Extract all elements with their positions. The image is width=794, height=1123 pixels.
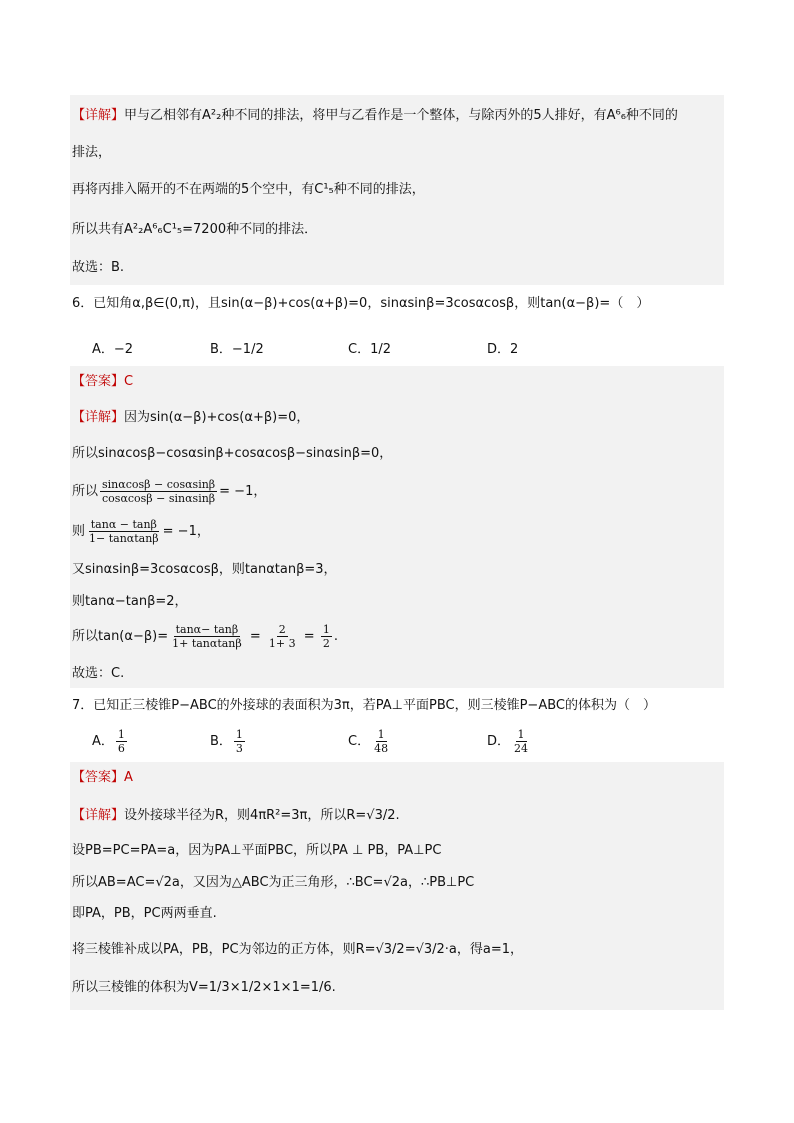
fraction: $\frac{\tan\alpha - \tan\beta}{1- \tan\alpha\tan\beta}$ xyxy=(89,518,159,545)
fraction: $\frac{\sin\alpha\cos\beta - \cos\alpha\sin\beta}{\cos\alpha\cos\beta - \sin\alpha\sin\beta}$ xyxy=(102,478,216,505)
solution-label: 【详解】 xyxy=(72,808,125,823)
q7-solution-line1: 【详解】设外接球半径为R，则4πR²=3π，所以R=√3/2. xyxy=(72,808,400,823)
q7-option-b: B． $\frac{1}{3}$ xyxy=(210,728,243,755)
q6-solution-line6: 则tanα−tanβ=2， xyxy=(72,594,188,609)
q5-solution-line3: 再将丙排入隔开的不在两端的5个空中，有C¹₅种不同的排法， xyxy=(72,182,425,197)
fraction: $\frac{1}{6}$ xyxy=(117,728,125,755)
answer-label: 【答案】 xyxy=(72,374,125,389)
q5-solution-line5: 故选：B. xyxy=(72,260,125,275)
q5-solution-line2: 排法， xyxy=(72,145,112,160)
q7-option-c: C． $\frac{1}{48}$ xyxy=(348,728,389,755)
fraction: $\frac{2}{1+ 3}$ xyxy=(268,623,296,650)
q6-solution-line5: 又sinαsinβ=3cosαcosβ，则tanαtanβ=3， xyxy=(72,562,337,577)
q6-stem: 6．已知角α,β∈(0,π)，且sin(α−β)+cos(α+β)=0，sinαsinβ=3cosαcosβ，则tan(α−β)=（ ） xyxy=(72,296,650,311)
fraction: $\frac{\tan\alpha- \tan\beta}{1+ \tan\alpha\tan\beta}$ xyxy=(172,623,242,650)
fraction: $\frac{1}{24}$ xyxy=(514,728,529,755)
answer-value: C xyxy=(124,374,134,389)
q6-solution-line3: 所以 $\frac{\sin\alpha\cos\beta - \cos\alpha\sin\beta}{\cos\alpha\cos\beta - \sin\alpha\sin\beta}$ = −1， xyxy=(72,478,267,505)
q6-answer xyxy=(72,372,133,392)
q6-solution-line8: 故选：C. xyxy=(72,666,125,681)
solution-label: 【详解】 xyxy=(72,108,125,123)
q5-solution-line1: 【详解】甲与乙相邻有A²₂种不同的排法，将甲与乙看作是一个整体，与除丙外的5人排好，有A⁶₆种不同的 xyxy=(72,108,678,123)
q7-solution-line6: 所以三棱锥的体积为V=1/3×1/2×1×1=1/6. xyxy=(72,980,336,995)
q6-option-a: A．−2 xyxy=(92,342,134,357)
fraction: $\frac{1}{48}$ xyxy=(374,728,389,755)
answer-label: 【答案】 xyxy=(72,770,125,785)
q6-solution-line2: 所以sinαcosβ−cosαsinβ+cosαcosβ−sinαsinβ=0， xyxy=(72,446,393,461)
q7-solution-line4: 即PA，PB，PC两两垂直. xyxy=(72,906,217,921)
q6-solution-line4: 则 $\frac{\tan\alpha - \tan\beta}{1- \tan\alpha\tan\beta}$ = −1， xyxy=(72,518,210,545)
q7-solution-line5: 将三棱锥补成以PA，PB，PC为邻边的正方体，则R=√3/2=√3/2·a，得a=1， xyxy=(72,942,524,957)
answer-value: A xyxy=(124,770,133,785)
q6-option-d: D．2 xyxy=(487,342,519,357)
fraction: $\frac{1}{2}$ xyxy=(322,623,330,650)
q7-answer xyxy=(72,768,133,788)
q7-stem: 7．已知正三棱锥P−ABC的外接球的表面积为3π，若PA⊥平面PBC，则三棱锥P−ABC的体积为（ ） xyxy=(72,698,656,713)
q7-option-a: A． $\frac{1}{6}$ xyxy=(92,728,125,755)
q6-option-c: C．1/2 xyxy=(348,342,391,357)
q6-option-b: B．−1/2 xyxy=(210,342,264,357)
q5-solution-line4: 所以共有A²₂A⁶₆C¹₅=7200种不同的排法． xyxy=(72,222,318,237)
q7-solution-line3: 所以AB=AC=√2a，又因为△ABC为正三角形，∴BC=√2a，∴PB⊥PC xyxy=(72,875,475,890)
fraction: $\frac{1}{3}$ xyxy=(235,728,243,755)
q7-solution-line2: 设PB=PC=PA=a，因为PA⊥平面PBC，所以PA ⊥ PB，PA⊥PC xyxy=(72,843,442,858)
q6-solution-line1: 【详解】因为sin(α−β)+cos(α+β)=0， xyxy=(72,410,310,425)
solution-label: 【详解】 xyxy=(72,410,125,425)
q6-solution-line7: 所以tan(α−β)= $\frac{\tan\alpha- \tan\beta}{1+ \tan\alpha\tan\beta}$ = $\frac{2}{1+ 3}$ = $\frac{1}{2}$ . xyxy=(72,623,338,650)
q7-option-d: D． $\frac{1}{24}$ xyxy=(487,728,529,755)
